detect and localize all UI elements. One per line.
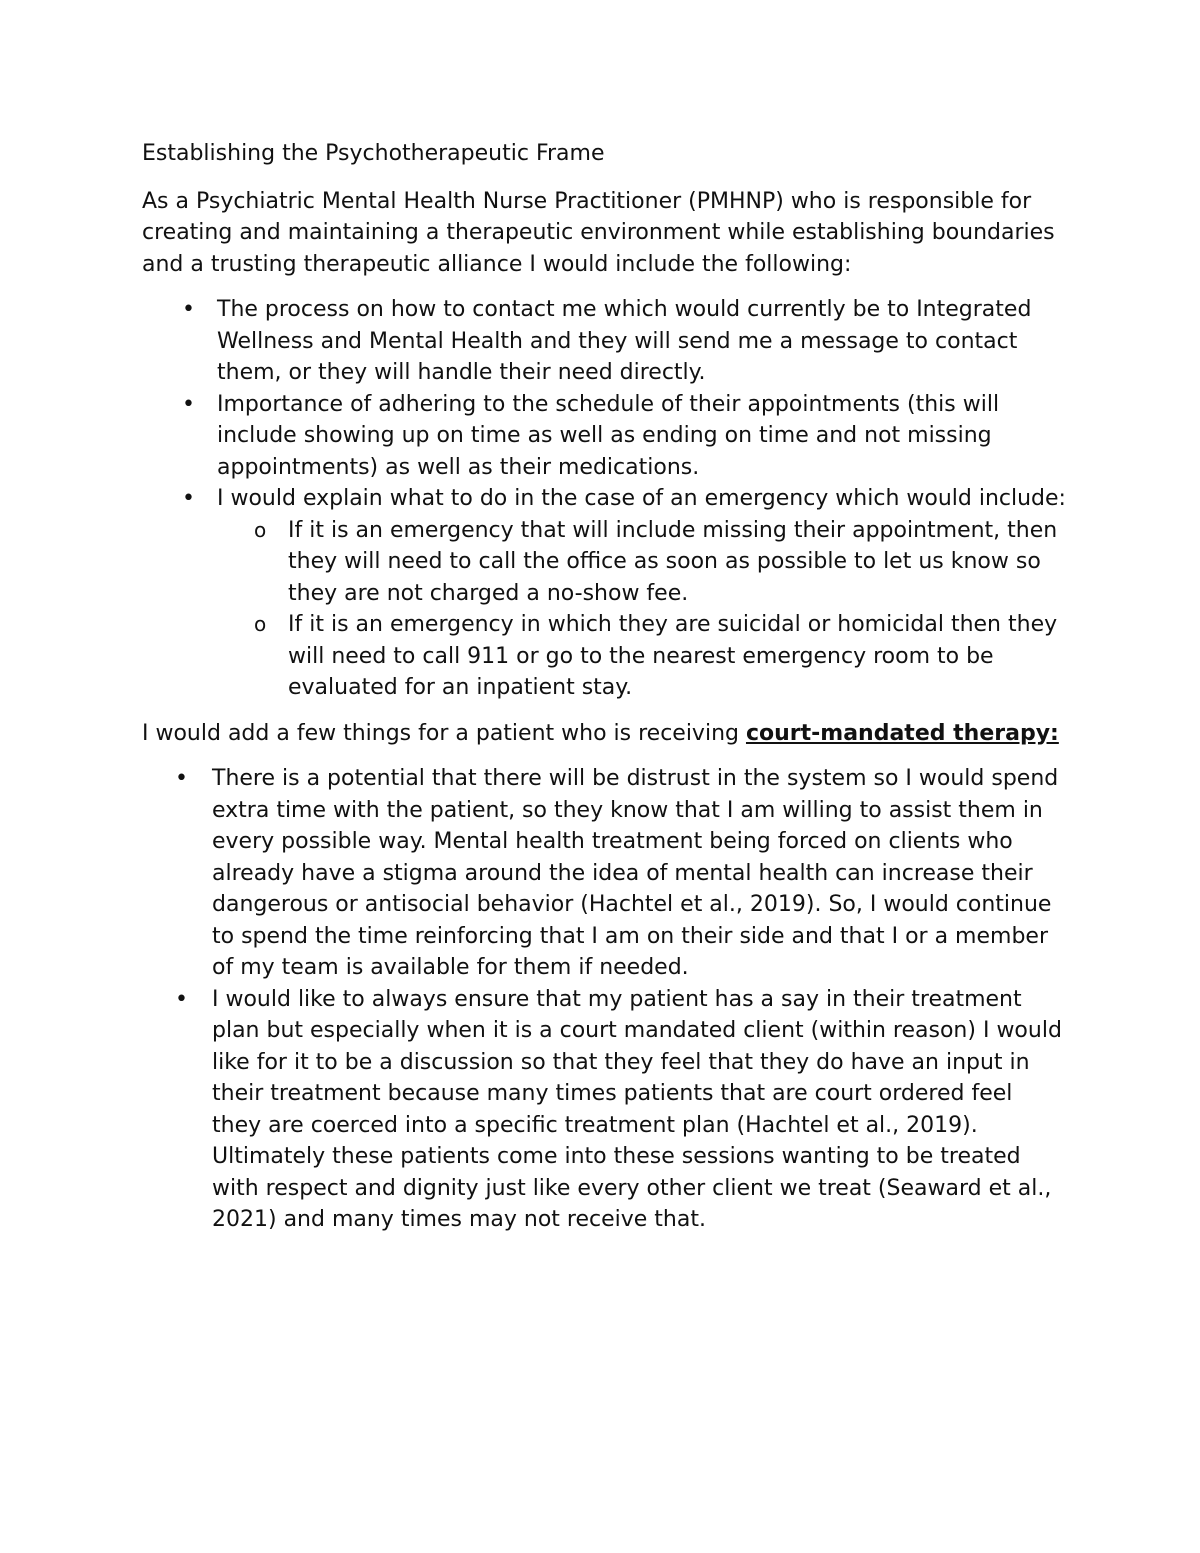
document-page	[142, 138, 1067, 1236]
list-item	[142, 984, 1067, 1236]
bullet-icon: •	[182, 486, 195, 511]
bullet-icon: •	[175, 766, 188, 791]
list-item-text: The process on how to contact me which would currently be to Integrated Wellness and Mental Health and they will send me a message to contact them, or they will handle their need directly.	[217, 297, 1032, 385]
intro-paragraph: As a Psychiatric Mental Health Nurse Practitioner (PMHNP) who is responsible for creating and maintaining a therapeutic environment while establishing boundaries and a trusting therapeutic alliance I would include the following:	[142, 188, 1055, 277]
circle-bullet-icon: o	[254, 612, 267, 636]
list-item-text: There is a potential that there will be distrust in the system so I would spend extra time with the patient, so they know that I am willing to assist them in every possible way. Mental health treatment being forced on clients who already have a stigma around the idea of mental health can increase their dangerous or antisocial behavior (Hachtel et al., 2019). So, I would continue to spend the time reinforcing that I am on their side and that I or a member of my team is available for them if needed.	[212, 766, 1059, 980]
list-item-text: I would like to always ensure that my patient has a say in their treatment plan but especially when it is a court mandated client (within reason) I would like for it to be a discussion so that they feel that they do have an input in their treatment because many times patients that are court ordered feel they are coerced into a specific treatment plan (Hachtel et al., 2019). Ultimately these patients come into these sessions wanting to be treated with respect and dignity just like every other client we treat (Seaward et al., 2021) and many times may not receive that.	[212, 986, 1062, 1232]
list-item	[142, 389, 1067, 484]
court-mandated-emphasis: court-mandated therapy:	[745, 720, 1059, 746]
sub-list-item	[217, 609, 1067, 704]
court-mandated-lead-text: I would add a few things for a patient who is receiving	[142, 720, 746, 746]
list-item	[142, 483, 1067, 704]
sub-list-item-text: If it is an emergency in which they are suicidal or homicidal then they will need to call 911 or go to the nearest emergency room to be evaluated for an inpatient stay.	[288, 612, 1058, 700]
bullet-icon: •	[182, 297, 195, 322]
list-item-text: I would explain what to do in the case of an emergency which would include:	[217, 486, 1066, 511]
document-title: Establishing the Psychotherapeutic Frame	[142, 141, 605, 166]
list-item	[142, 763, 1067, 984]
court-mandated-list	[142, 763, 1067, 1236]
emergency-sublist	[217, 515, 1067, 704]
bullet-icon: •	[182, 391, 195, 417]
circle-bullet-icon: o	[254, 517, 267, 542]
list-item-text: Importance of adhering to the schedule of their appointments (this will include showing up on time as well as ending on time and not missing appointments) as well as their medications.	[217, 391, 1000, 480]
bullet-icon: •	[175, 986, 188, 1012]
court-mandated-paragraph	[142, 718, 1067, 750]
sub-list-item	[217, 515, 1067, 610]
sub-list-item-text: If it is an emergency that will include missing their appointment, then they will need to call the office as soon as possible to let us know so they are not charged a no-show fee.	[288, 517, 1058, 606]
list-item	[142, 294, 1067, 389]
frame-list	[142, 294, 1067, 704]
